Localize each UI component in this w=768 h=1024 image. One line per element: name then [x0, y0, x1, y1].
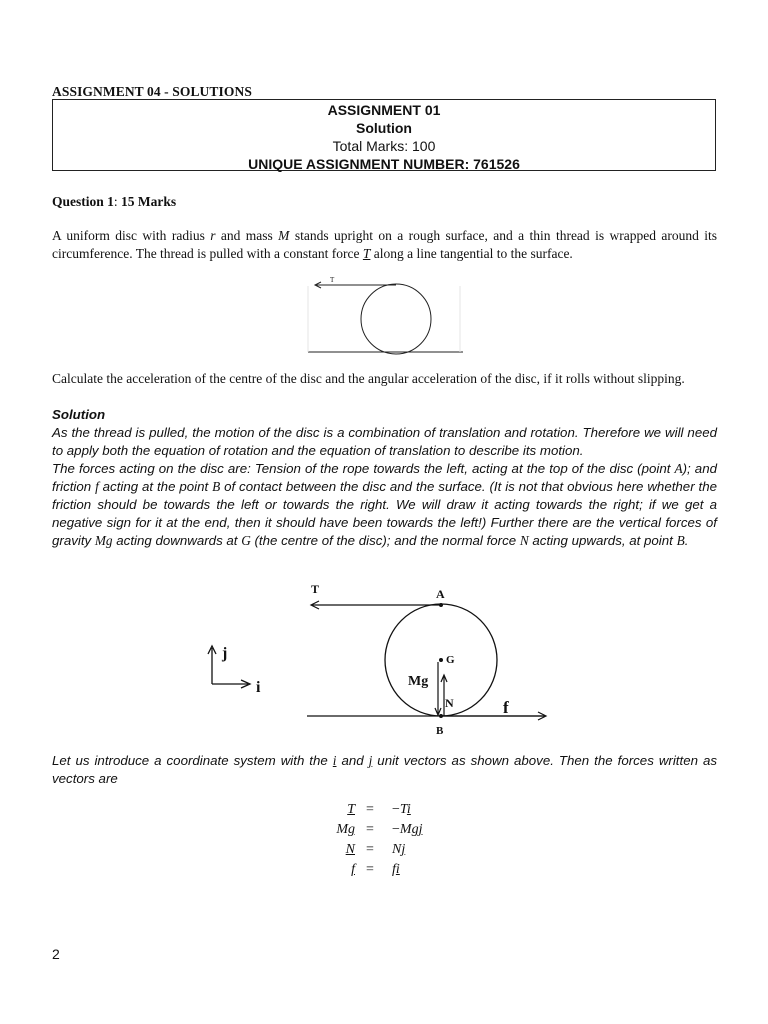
- eq-4-sign: =: [366, 862, 374, 877]
- point-b-label: B: [436, 725, 444, 737]
- page-number: 2: [52, 946, 60, 962]
- running-title: ASSIGNMENT 04 - SOLUTIONS: [52, 84, 252, 99]
- header-total-marks: Total Marks: 100: [332, 138, 436, 154]
- eq-2-rhs: −Mgj: [392, 822, 423, 837]
- disc-circle: [361, 284, 431, 354]
- friction-label: f: [503, 698, 509, 717]
- eq-3-sign: =: [366, 842, 374, 857]
- free-body-diagram: [200, 572, 570, 744]
- eq-1-lhs: T: [347, 802, 355, 817]
- force-equations: [300, 802, 500, 892]
- task-text: Calculate the acceleration of the centre of the disc and the angular acceleration of the disc, if it rolls without slipping.: [52, 371, 685, 386]
- solution-block: [52, 406, 717, 550]
- eq-2-sign: =: [366, 822, 374, 837]
- disc-thread-figure: [300, 274, 470, 360]
- gravity-label: Mg: [408, 674, 429, 689]
- assignment-header-box: [52, 99, 716, 171]
- normal-label: N: [445, 696, 454, 710]
- solution-paragraph-2: The forces acting on the disc are: Tension of the rope towards the left, acting at the top of the disc (point A); and friction f acting at the point B of contact between the disc and the surface. (It is not that obvious here whether the friction should be towards the left or towards the right. We will draw it acting towards the right; if we get a negative sign for it at the end, then it should have been towards the left!) Further there are the vertical forces of gravity Mg acting downwards at G (the centre of the disc); and the normal force N acting upwards, at point B.: [52, 461, 717, 548]
- i-axis-label: i: [256, 679, 261, 696]
- question-label: Question 1: [52, 194, 114, 209]
- solution-label: Solution: [52, 407, 106, 422]
- eq-4-lhs: f: [351, 862, 355, 877]
- header-solution-label: Solution: [356, 120, 412, 136]
- problem-statement: A uniform disc with radius r and mass M stands upright on a rough surface, and a thin thread is wrapped around its circumference. The thread is pulled with a constant force T along a line tangential to the surface.: [52, 228, 717, 261]
- eq-1-rhs: −Ti: [392, 802, 411, 817]
- header-unique-number: UNIQUE ASSIGNMENT NUMBER: 761526: [248, 156, 520, 172]
- question-marks: 15 Marks: [121, 194, 177, 209]
- header-assignment-title: ASSIGNMENT 01: [327, 102, 441, 118]
- point-a-dot: [439, 603, 443, 607]
- question-heading: Question 1: 15 Marks: [52, 194, 177, 209]
- thread-force-label: T: [330, 276, 335, 284]
- point-g-dot: [439, 658, 443, 662]
- vectors-intro-text: Let us introduce a coordinate system with the i and j unit vectors as shown above. Then the forces written as vectors are: [52, 753, 717, 786]
- point-g-label: G: [446, 654, 455, 666]
- eq-3-rhs: Nj: [392, 842, 406, 857]
- solution-paragraph-1: As the thread is pulled, the motion of the disc is a combination of translation and rotation. Therefore we will need to apply both the equation of rotation and the equation of translation to describe its motion.: [52, 425, 717, 458]
- j-axis-label: j: [222, 645, 228, 662]
- eq-1-sign: =: [366, 802, 374, 817]
- point-b-dot: [439, 714, 443, 718]
- eq-4-rhs: fi: [392, 862, 400, 877]
- eq-2-lhs: Mg: [336, 822, 355, 837]
- tension-label: T: [311, 582, 320, 596]
- point-a-label: A: [436, 587, 445, 601]
- eq-3-lhs: N: [345, 842, 355, 857]
